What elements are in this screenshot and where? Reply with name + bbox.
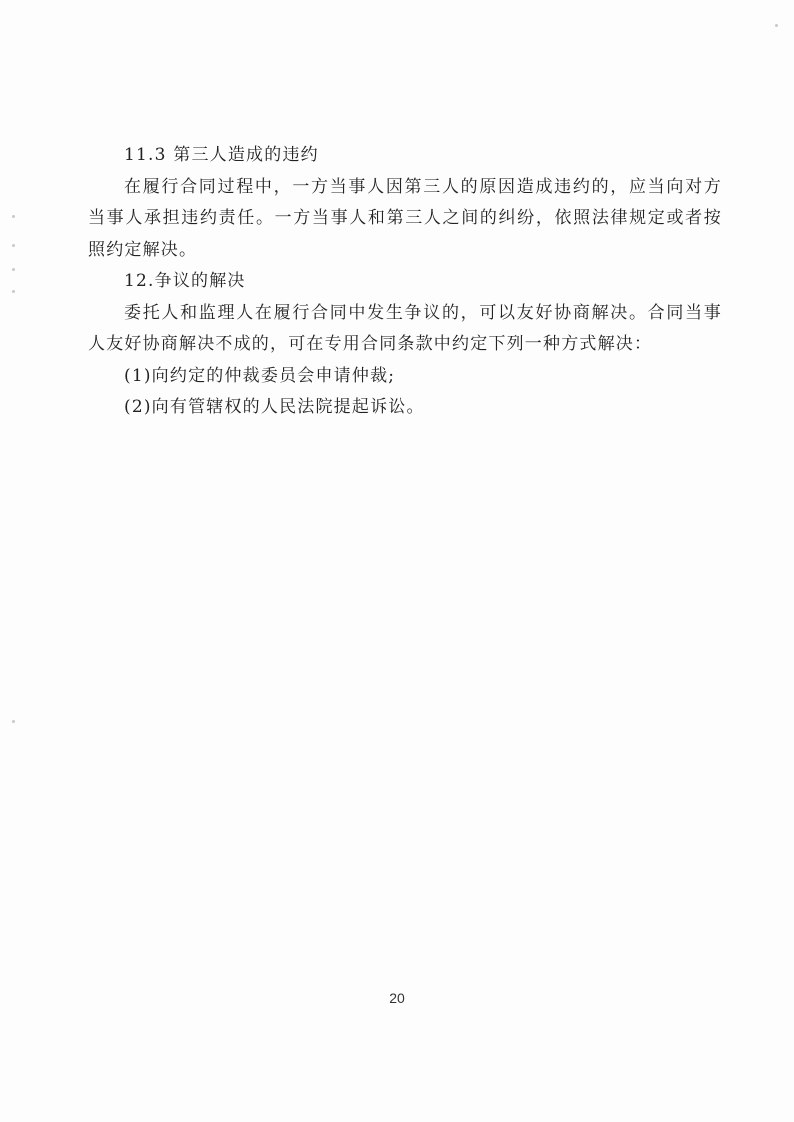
scan-speck — [12, 268, 15, 271]
scan-speck — [12, 215, 15, 218]
section-heading-12: 12.争议的解决 — [124, 271, 246, 291]
section-paragraph-11-3: 在履行合同过程中，一方当事人因第三人的原因造成违约的，应当向对方当事人承担违约责任。一方当事人和第三人之间的纠纷，依照法律规定或者按照约定解决。 — [88, 176, 722, 260]
list-item-litigation: (2)向有管辖权的人民法院提起诉讼。 — [124, 397, 425, 417]
scan-speck — [12, 244, 15, 247]
list-item-arbitration: (1)向约定的仲裁委员会申请仲裁; — [124, 365, 396, 386]
section-paragraph-12: 委托人和监理人在履行合同中发生争议的，可以友好协商解决。合同当事人友好协商解决不成的，可在专用合同条款中约定下列一种方式解决： — [88, 302, 722, 354]
section-heading-11-3: 11.3 第三人造成的违约 — [124, 145, 319, 165]
page-number: 20 — [389, 990, 405, 1006]
scan-speck — [775, 24, 778, 27]
document-body — [88, 140, 722, 424]
scan-speck — [12, 720, 15, 723]
scan-speck — [12, 290, 15, 293]
